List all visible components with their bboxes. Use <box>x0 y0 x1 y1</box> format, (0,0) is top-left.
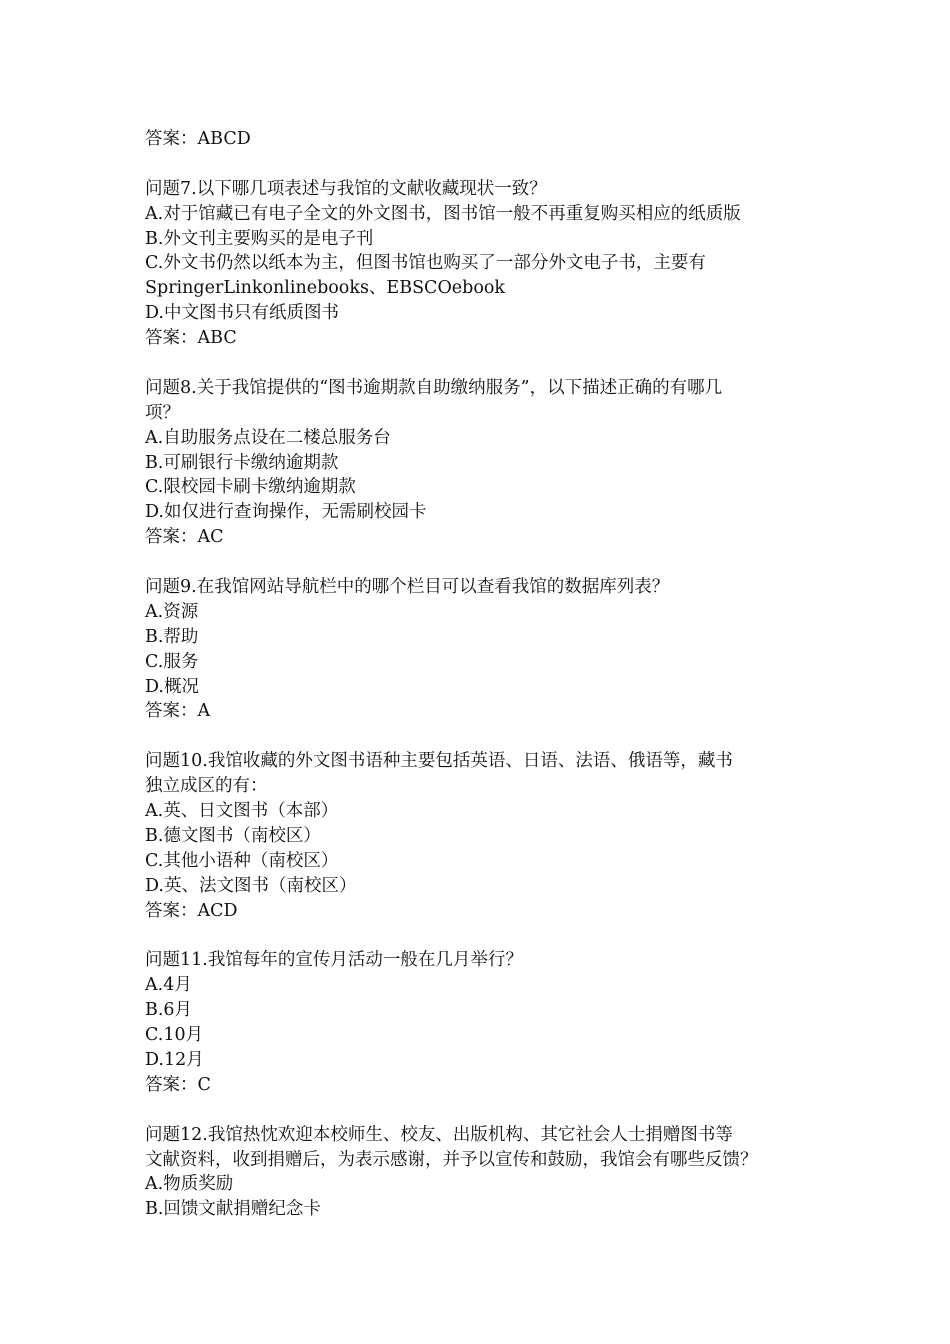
question-title: 问题7.以下哪几项表述与我馆的文献收藏现状一致？ <box>145 178 547 199</box>
option-d: D.如仅进行查询操作，无需刷校园卡 <box>145 502 427 523</box>
option-a: A.物质奖励 <box>145 1174 234 1195</box>
option-c: C.10月 <box>145 1025 204 1046</box>
question-10 <box>145 749 825 923</box>
question-title: 问题12.我馆热忱欢迎本校师生、校友、出版机构、其它社会人士捐赠图书等 <box>145 1124 733 1145</box>
option-b: B.可刷银行卡缴纳逾期款 <box>145 452 339 473</box>
question-8 <box>145 376 825 550</box>
option-b: B.德文图书（南校区） <box>145 825 321 846</box>
option-a: A.对于馆藏已有电子全文的外文图书，图书馆一般不再重复购买相应的纸质版 <box>145 203 741 224</box>
option-c: C.限校园卡刷卡缴纳逾期款 <box>145 477 356 498</box>
document-content <box>145 127 825 1222</box>
option-c: C.服务 <box>145 651 199 672</box>
option-d: D.概况 <box>145 676 199 697</box>
answer: 答案：C <box>145 1074 211 1095</box>
question-7 <box>145 177 825 351</box>
option-d: D.12月 <box>145 1049 204 1070</box>
option-b: B.回馈文献捐赠纪念卡 <box>145 1199 321 1220</box>
question-title-continued: 独立成区的有： <box>145 776 268 797</box>
previous-answer: 答案：ABCD <box>145 129 251 149</box>
question-title: 问题9.在我馆网站导航栏中的哪个栏目可以查看我馆的数据库列表？ <box>145 577 670 598</box>
question-title-continued: 文献资料，收到捐赠后，为表示感谢，并予以宣传和鼓励，我馆会有哪些反馈？ <box>145 1149 758 1170</box>
answer: 答案：ACD <box>145 900 238 921</box>
option-b: B.外文刊主要购买的是电子刊 <box>145 228 374 249</box>
question-9 <box>145 575 825 724</box>
option-c-continued: SpringerLinkonlinebooks、EBSCOebook <box>145 278 506 299</box>
question-title: 问题10.我馆收藏的外文图书语种主要包括英语、日语、法语、俄语等，藏书 <box>145 751 733 772</box>
option-a: A.自助服务点设在二楼总服务台 <box>145 427 391 448</box>
answer: 答案：AC <box>145 527 224 548</box>
option-d: D.英、法文图书（南校区） <box>145 875 357 896</box>
option-d: D.中文图书只有纸质图书 <box>145 303 339 324</box>
answer: 答案：A <box>145 701 211 722</box>
option-c: C.其他小语种（南校区） <box>145 850 339 871</box>
option-c: C.外文书仍然以纸本为主，但图书馆也购买了一部分外文电子书，主要有 <box>145 253 706 274</box>
question-title: 问题11.我馆每年的宣传月活动一般在几月举行？ <box>145 950 523 971</box>
option-b: B.帮助 <box>145 626 199 647</box>
question-title: 问题8.关于我馆提供的“图书逾期款自助缴纳服务”，以下描述正确的有哪几 <box>145 377 723 398</box>
question-title-continued: 项？ <box>145 402 180 423</box>
answer: 答案：ABC <box>145 328 237 349</box>
option-a: A.资源 <box>145 601 199 622</box>
question-11 <box>145 948 825 1097</box>
option-b: B.6月 <box>145 1000 193 1021</box>
option-a: A.4月 <box>145 975 192 996</box>
question-12 <box>145 1123 825 1223</box>
option-a: A.英、日文图书（本部） <box>145 801 339 822</box>
